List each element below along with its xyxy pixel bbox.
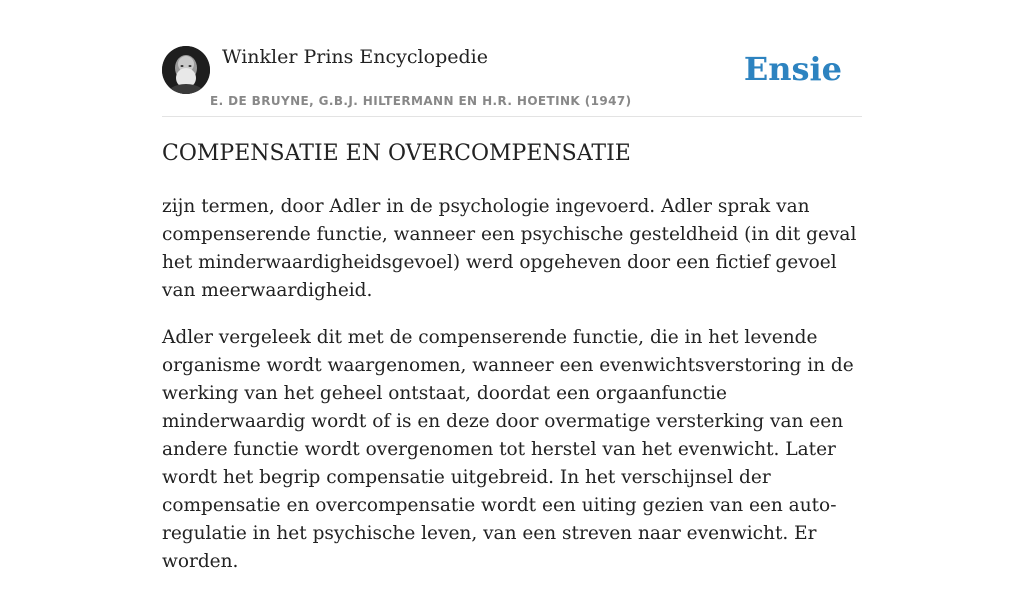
publication-name[interactable]: Winkler Prins Encyclopedie: [222, 46, 488, 68]
portrait-icon: [162, 46, 210, 94]
article-body: [162, 193, 867, 595]
author-avatar: [162, 46, 210, 94]
brand-logo[interactable]: Ensie: [743, 50, 842, 88]
site-header: [162, 44, 862, 117]
paragraph: zijn termen, door Adler in de psychologie ingevoerd. Adler sprak van compenserende functie, wanneer een psychische gesteldheid (in dit geval het minderwaardigheidsgevoel) werd opgeheven door een fictief gevoel van meerwaardigheid.: [162, 196, 857, 301]
authors-line: E. DE BRUYNE, G.B.J. HILTERMANN EN H.R. HOETINK (1947): [210, 94, 632, 108]
article-title: COMPENSATIE EN OVERCOMPENSATIE: [162, 141, 631, 166]
paragraph: Adler vergeleek dit met de compenserende functie, die in het levende organisme wordt waargenomen, wanneer een evenwichtsverstoring in de werking van het geheel ontstaat, doordat een orgaanfunctie minderwaardig wordt of is en deze door overmatige versterking van een andere functie wordt overgenomen tot herstel van het evenwicht. Later wordt het begrip compensatie uitgebreid. In het verschijnsel der compensatie en overcompensatie wordt een uiting gezien van een auto-regulatie in het psychische leven, van een streven naar evenwicht. Er worden.: [162, 327, 854, 572]
